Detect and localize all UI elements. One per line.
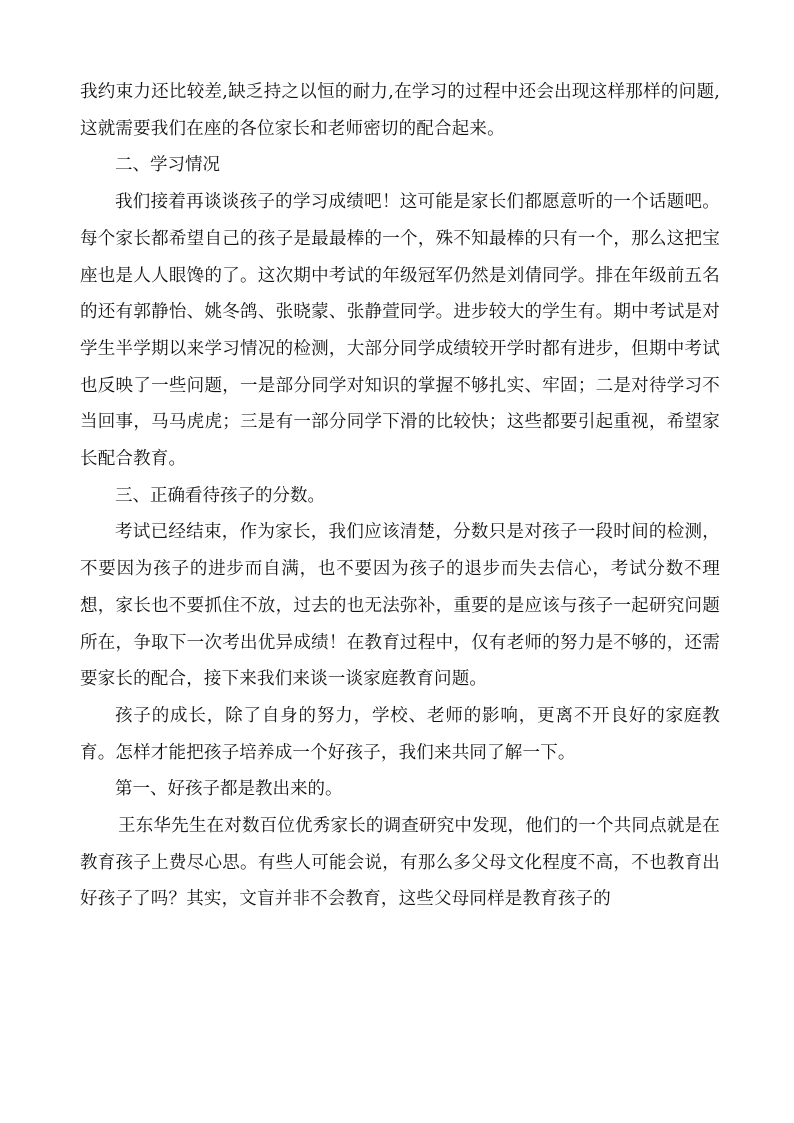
section-heading-good-children: 第一、好孩子都是教出来的。 [115,779,343,800]
paragraph-wang-donghua: 王东华先生在对数百位优秀家长的调查研究中发现，他们的一个共同点就是在教育孩子上费尽心思。有些人可能会说，有那么多父母文化程度不高，不也教育出好孩子了吗？其实，文盲并非不会教育，这些父母同样是教育孩子的 [80,816,720,910]
paragraph-study-results: 我们接着再谈谈孩子的学习成绩吧！这可能是家长们都愿意听的一个话题吧。每个家长都希望自己的孩子是最最棒的一个，殊不知最棒的只有一个，那么这把宝座也是人人眼馋的了。这次期中考试的年级冠军仍然是刘倩同学。排在年级前五名的还有郭静怡、姚冬鸽、张晓蒙、张静萱同学。进步较大的学生有。期中考试是对学生半学期以来学习情况的检测，大部分同学成绩较开学时都有进步，但期中考试也反映了一些问题，一是部分同学对知识的掌握不够扎实、牢固；二是对待学习不当回事，马马虎虎；三是有一部分同学下滑的比较快；这些都要引起重视，希望家长配合教育。 [80,192,720,470]
paragraph-continuation: 我约束力还比较差,缺乏持之以恒的耐力,在学习的过程中还会出现这样那样的问题,这就需要我们在座的各位家长和老师密切的配合起来。 [80,82,720,139]
document-body [80,74,720,918]
paragraph-family-education: 孩子的成长，除了自身的努力，学校、老师的影响，更离不开良好的家庭教育。怎样才能把孩子培养成一个好孩子，我们来共同了解一下。 [80,705,720,763]
section-heading-study: 二、学习情况 [115,155,220,176]
section-heading-scores: 三、正确看待孩子的分数。 [115,485,325,506]
paragraph-exam-scores: 考试已经结束，作为家长，我们应该清楚，分数只是对孩子一段时间的检测，不要因为孩子的进步而自满，也不要因为孩子的退步而失去信心，考试分数不理想，家长也不要抓住不放，过去的也无法弥补，重要的是应该与孩子一起研究问题所在，争取下一次考出优异成绩！在教育过程中，仅有老师的努力是不够的，还需要家长的配合，接下来我们来谈一谈家庭教育问题。 [80,522,720,690]
